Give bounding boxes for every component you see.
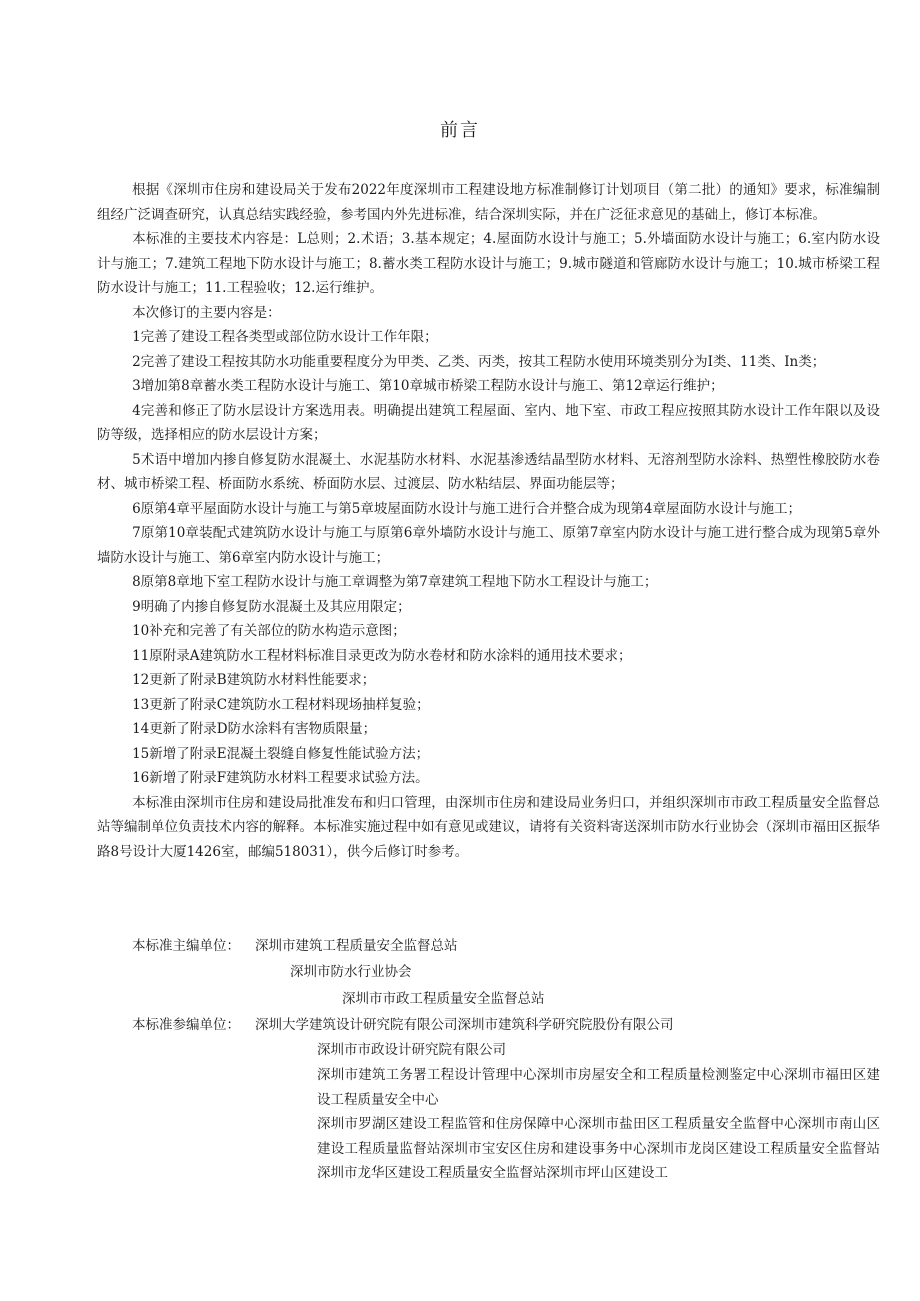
revision-item: 4完善和修正了防水层设计方案选用表。明确提出建筑工程屋面、室内、地下室、市政工程应按照其防水设计工作年限以及设防等级，选择相应的防水层设计方案； — [97, 402, 880, 443]
participant-units-label: 本标准参编单位： — [132, 1017, 240, 1033]
chief-units-label: 本标准主编单位： — [132, 938, 240, 954]
revision-item: 8原第8章地下室工程防水设计与施工章调整为第7章建筑工程地下防水工程设计与施工； — [132, 574, 658, 590]
revision-item: 16新增了附录F建筑防水材料工程要求试验方法。 — [132, 770, 429, 786]
page-title: 前言 — [440, 120, 480, 141]
revision-item: 10补充和完善了有关部位的防水构造示意图； — [132, 623, 406, 639]
intro-paragraph: 根据《深圳市住房和建设局关于发布2022年度深圳市工程建设地方标准制修订计划项目（第二批）的通知》要求，标准编制组经广泛调查研究，认真总结实践经验，参考国内外先进标准，结合深圳实际，并在广泛征求意见的基础上，修订本标准。 — [97, 182, 880, 223]
preface-body — [97, 178, 880, 864]
revision-item: 1完善了建设工程各类型或部位防水设计工作年限； — [132, 329, 438, 345]
participant-unit-2: 深圳市市政设计研究院有限公司 — [317, 1042, 506, 1058]
revision-item: 3增加第8章蓄水类工程防水设计与施工、第10章城市桥梁工程防水设计与施工、第12章运行维护； — [132, 378, 724, 394]
chief-unit-1: 深圳市建筑工程质量安全监督总站 — [255, 938, 458, 954]
revision-item: 7原第10章装配式建筑防水设计与施工与原第6章外墙防水设计与施工、原第7章室内防水设计与施工进行整合成为现第5章外墙防水设计与施工、第6章室内防水设计与施工； — [97, 525, 880, 566]
revision-item: 11原附录A建筑防水工程材料标准目录更改为防水卷材和防水涂料的通用技术要求； — [132, 647, 632, 664]
chief-unit-3: 深圳市市政工程质量安全监督总站 — [342, 991, 545, 1007]
participant-unit-1: 深圳大学建筑设计研究院有限公司深圳市建筑科学研究院股份有限公司 — [255, 1017, 674, 1033]
revision-item: 14更新了附录D防水涂料有害物质限量； — [132, 721, 377, 737]
revision-item: 5术语中增加内掺自修复防水混凝土、水泥基防水材料、水泥基渗透结晶型防水材料、无溶剂型防水涂料、热塑性橡胶防水卷材、城市桥梁工程、桥面防水系统、桥面防水层、过渡层、防水粘结层、界面功能层等； — [97, 451, 880, 492]
chief-unit-2: 深圳市防水行业协会 — [290, 964, 412, 980]
participant-unit-3: 深圳市建筑工务署工程设计管理中心深圳市房屋安全和工程质量检测鉴定中心深圳市福田区建设工程质量安全中心 — [317, 1067, 880, 1108]
main-content-paragraph: 本标准的主要技术内容是：L总则；2.术语；3.基本规定；4.屋面防水设计与施工；5.外墙面防水设计与施工；6.室内防水设计与施工；7.建筑工程地下防水设计与施工；8.蓄水类工程防水设计与施工；9.城市隧道和管廊防水设计与施工；10.城市桥梁工程防水设计与施工；11.工程验收；12.运行维护。 — [97, 231, 880, 296]
revision-item: 6原第4章平屋面防水设计与施工与第5章坡屋面防水设计与施工进行合并整合成为现第4章屋面防水设计与施工； — [132, 500, 801, 517]
units-section — [97, 934, 880, 1194]
revision-item: 12更新了附录B建筑防水材料性能要求； — [132, 672, 376, 688]
revision-item: 15新增了附录E混凝土裂缝自修复性能试验方法； — [132, 745, 430, 762]
revision-heading: 本次修订的主要内容是： — [132, 304, 281, 321]
management-paragraph: 本标准由深圳市住房和建设局批准发布和归口管理，由深圳市住房和建设局业务归口，并组织深圳市市政工程质量安全监督总站等编制单位负责技术内容的解释。本标准实施过程中如有意见或建议，请将有关资料寄送深圳市防水行业协会（深圳市福田区振华路8号设计大厦1426室，邮编518031），供今后修订时参考。 — [97, 794, 880, 860]
participant-unit-4: 深圳市罗湖区建设工程监管和住房保障中心深圳市盐田区工程质量安全监督中心深圳市南山区建设工程质量监督站深圳市宝安区住房和建设事务中心深圳市龙岗区建设工程质量安全监督站深圳市龙华区建设工程质量安全监督站深圳市坪山区建设工 — [317, 1116, 880, 1181]
revision-item: 2完善了建设工程按其防水功能重要程度分为甲类、乙类、丙类，按其工程防水使用环境类别分为I类、11类、In类； — [132, 353, 826, 370]
revision-item: 13更新了附录C建筑防水工程材料现场抽样复验； — [132, 696, 430, 713]
revision-item: 9明确了内掺自修复防水混凝土及其应用限定； — [132, 598, 411, 615]
